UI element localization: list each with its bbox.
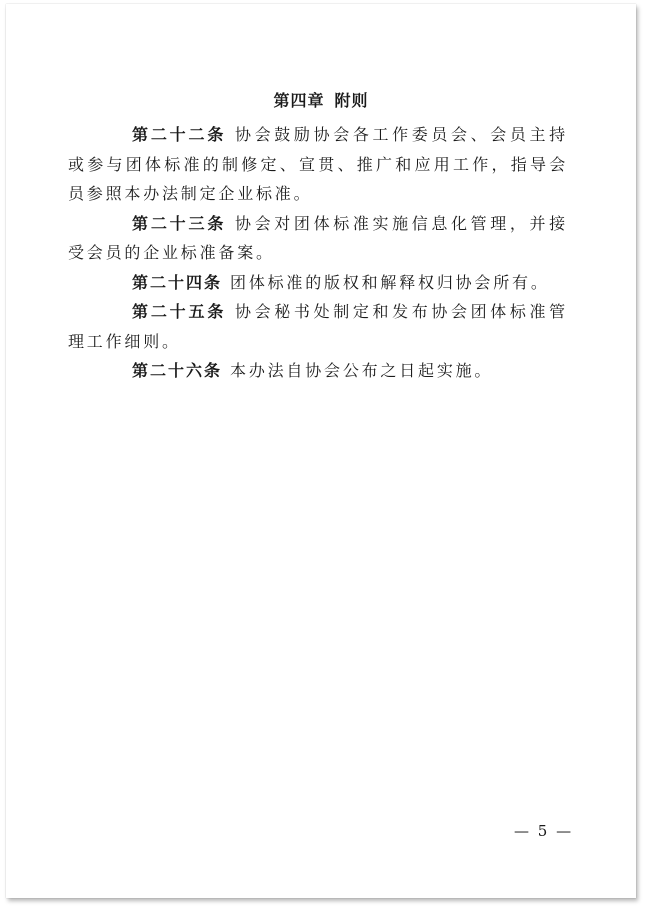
article-text: 团体标准的版权和解释权归协会所有。 — [230, 272, 550, 292]
article-number: 第二十六条 — [132, 361, 223, 380]
article-text: 协会秘书处制定和发布协会团体标准管理工作细则。 — [68, 302, 568, 351]
chapter-heading: 第四章 — [273, 91, 325, 110]
article-number: 第二十二条 — [132, 125, 227, 144]
article-text: 协会对团体标准实施信息化管理，并接受会员的企业标准备案。 — [68, 213, 568, 262]
article-25 — [68, 297, 568, 356]
article-26 — [68, 356, 568, 386]
page-number: — 5 — — [514, 822, 574, 840]
article-number: 第二十五条 — [132, 302, 227, 321]
document-page — [6, 4, 636, 898]
chapter-title — [6, 88, 636, 111]
article-number: 第二十四条 — [132, 272, 223, 292]
chapter-body — [68, 120, 568, 386]
chapter-name: 附则 — [334, 91, 369, 110]
article-number: 第二十三条 — [132, 213, 227, 233]
article-23 — [68, 209, 568, 268]
article-text: 本办法自协会公布之日起实施。 — [230, 361, 494, 380]
article-text: 协会鼓励协会各工作委员会、会员主持或参与团体标准的制修定、宣贯、推广和应用工作，指导会员参照本办法制定企业标准。 — [68, 125, 568, 203]
article-24 — [68, 268, 568, 298]
article-22 — [68, 120, 568, 209]
